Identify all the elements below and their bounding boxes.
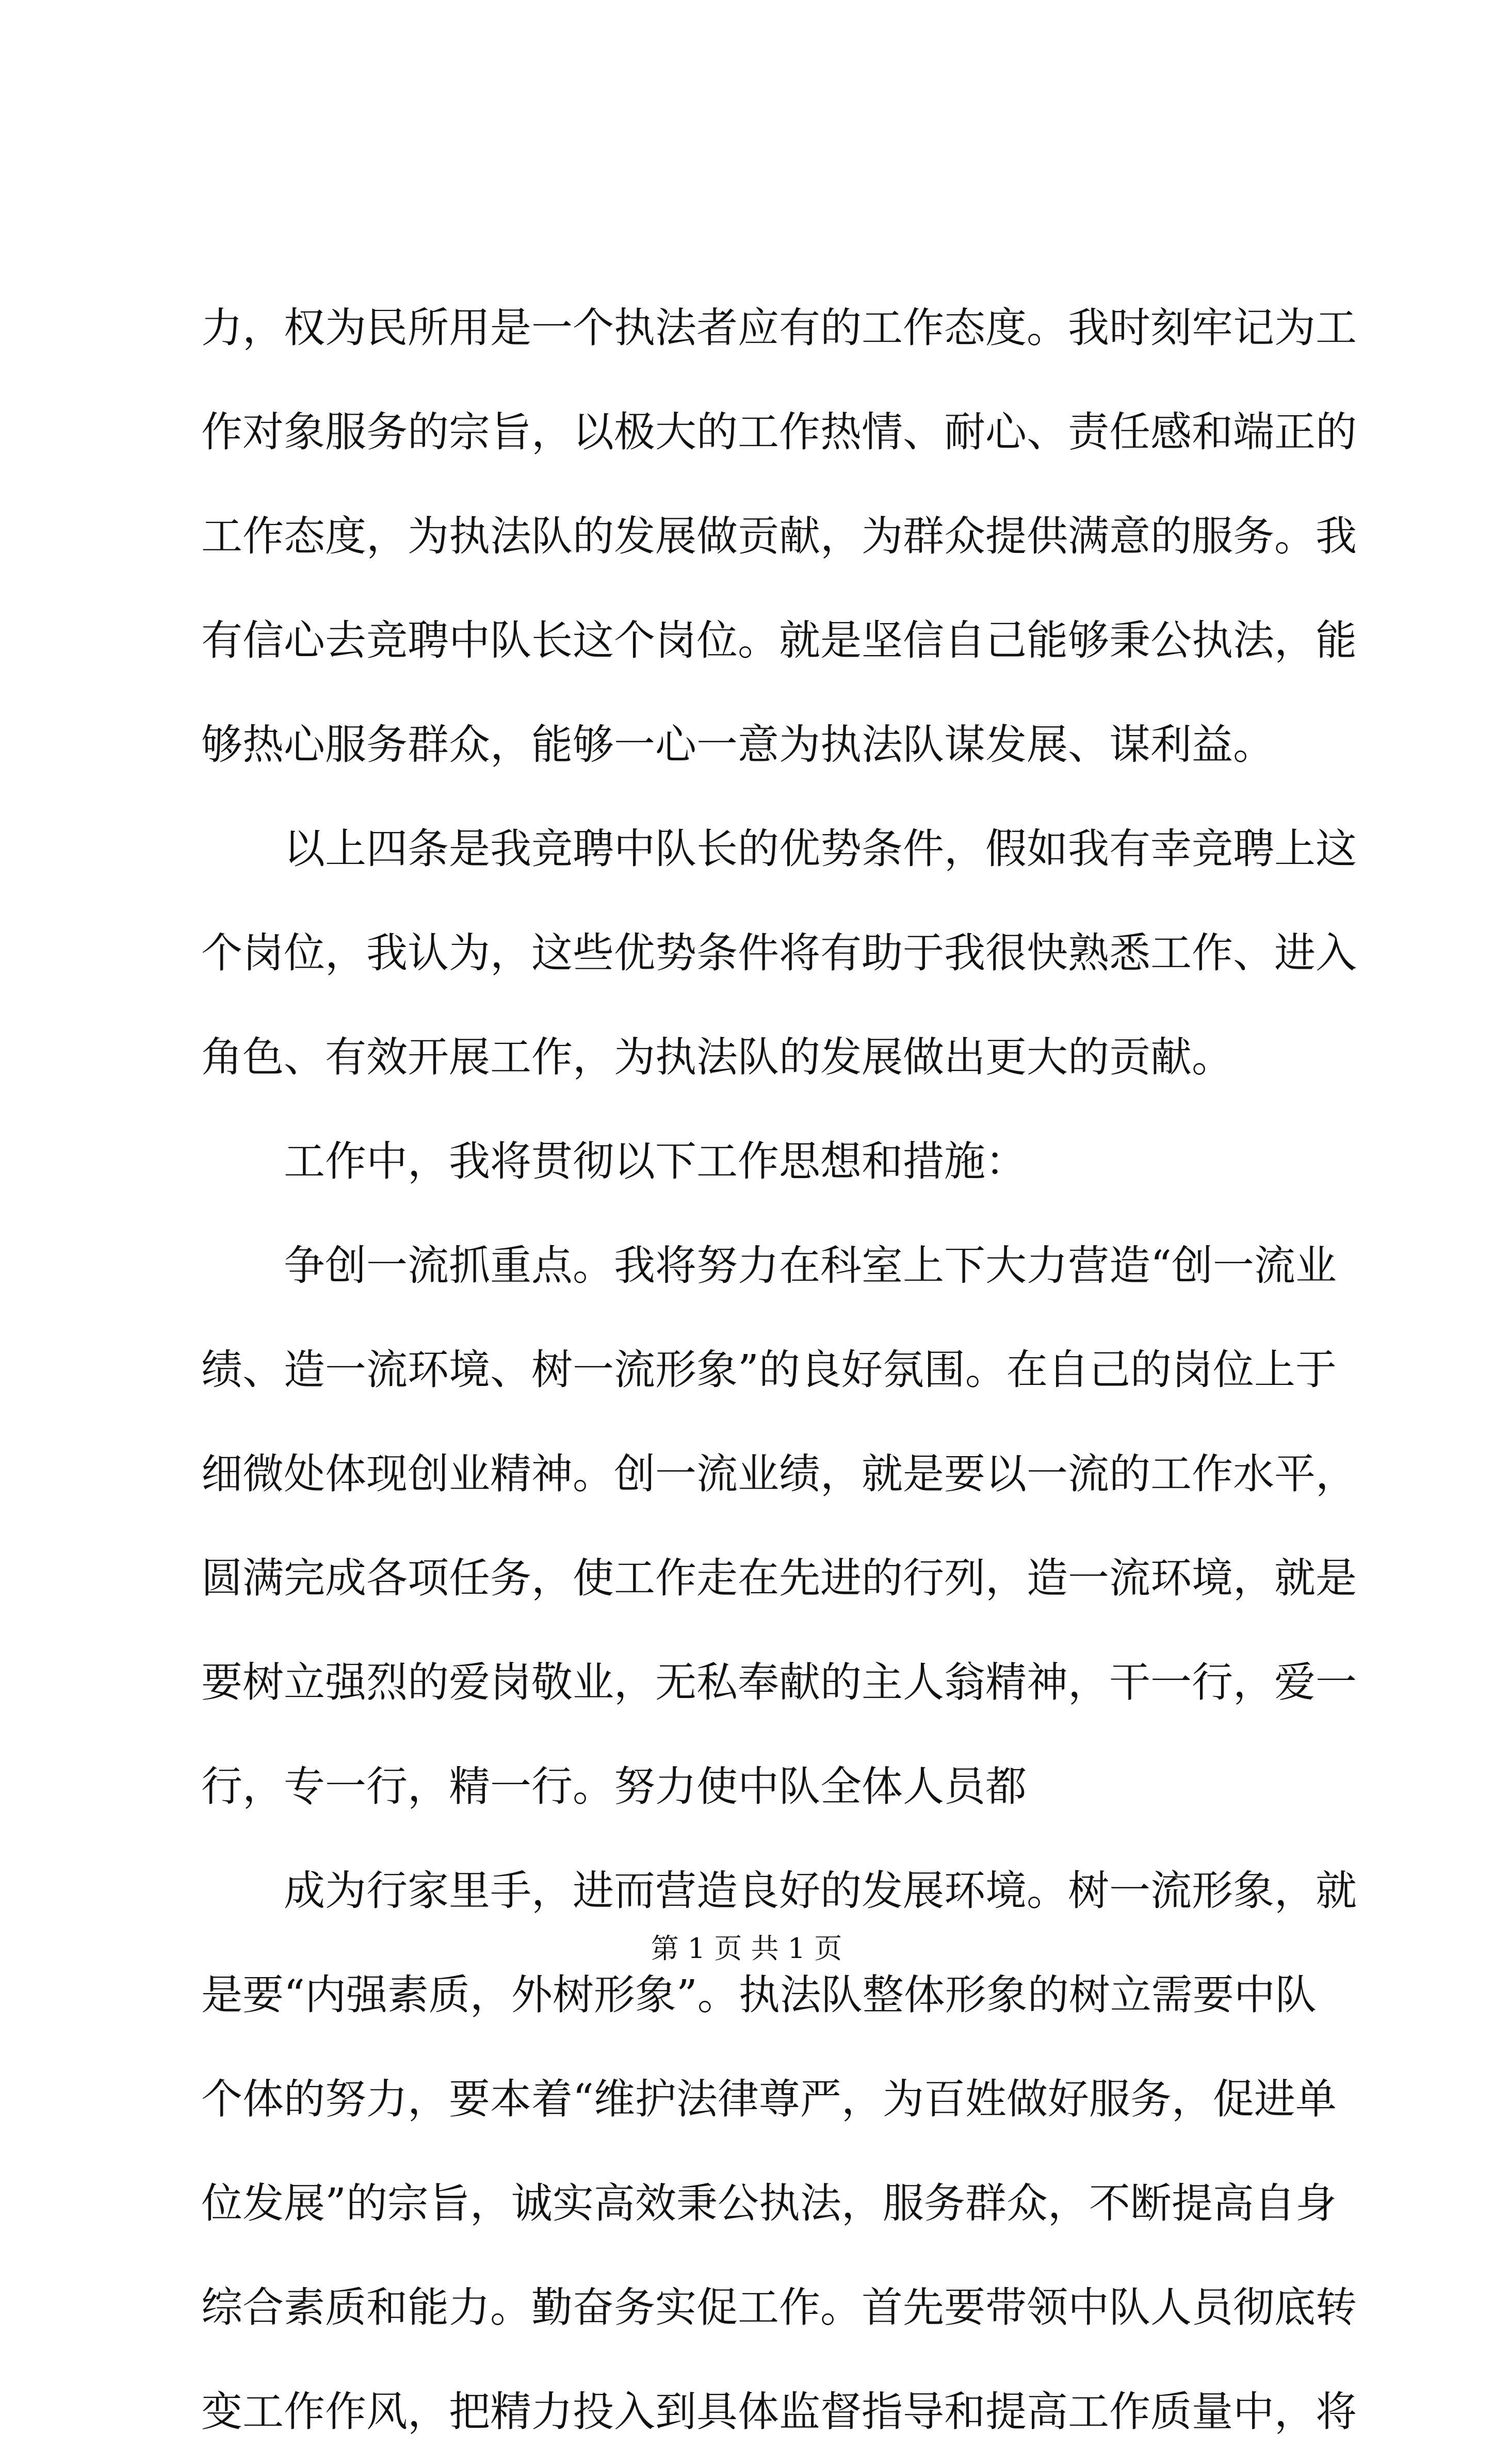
page-footer: 第 1 页 共 1 页 [651, 1932, 842, 1965]
text-line: 是要“内强素质，外树形象”。执法队整体形象的树立需要中队 [201, 1971, 1317, 2019]
text-line: 细微处体现创业精神。创一流业绩，就是要以一流的工作水平， [201, 1450, 1357, 1498]
text-line: 行，专一行，精一行。努力使中队全体人员都 [201, 1763, 1027, 1810]
text-line: 个体的努力，要本着“维护法律尊严，为百姓做好服务，促进单 [201, 2075, 1337, 2123]
text-line: 个岗位，我认为，这些优势条件将有助于我很快熟悉工作、进入 [201, 929, 1357, 977]
text-line: 位发展”的宗旨，诚实高效秉公执法，服务群众，不断提高自身 [201, 2179, 1337, 2227]
text-line: 要树立强烈的爱岗敬业，无私奉献的主人翁精神，干一行，爱一 [201, 1658, 1357, 1706]
text-line: 争创一流抓重点。我将努力在科室上下大力营造“创一流业 [284, 1242, 1337, 1290]
text-line: 成为行家里手，进而营造良好的发展环境。树一流形象，就 [284, 1867, 1357, 1915]
text-line: 圆满完成各项任务，使工作走在先进的行列，造一流环境，就是 [201, 1554, 1357, 1602]
text-line: 有信心去竞聘中队长这个岗位。就是坚信自己能够秉公执法，能 [201, 616, 1357, 664]
text-line: 够热心服务群众，能够一心一意为执法队谋发展、谋利益。 [201, 721, 1274, 769]
text-line: 力，权为民所用是一个执法者应有的工作态度。我时刻牢记为工 [201, 304, 1357, 352]
text-line: 工作中，我将贯彻以下工作思想和措施： [284, 1137, 1027, 1185]
text-line: 变工作作风，把精力投入到具体监督指导和提高工作质量中，将 [201, 2388, 1357, 2436]
text-line: 绩、造一流环境、树一流形象”的良好氛围。在自己的岗位上于 [201, 1346, 1337, 1394]
text-line: 作对象服务的宗旨，以极大的工作热情、耐心、责任感和端正的 [201, 408, 1357, 456]
body-text [201, 276, 1357, 2464]
text-line: 综合素质和能力。勤奋务实促工作。首先要带领中队人员彻底转 [201, 2283, 1357, 2331]
text-line: 以上四条是我竞聘中队长的优势条件，假如我有幸竞聘上这 [284, 825, 1357, 873]
text-line: 角色、有效开展工作，为执法队的发展做出更大的贡献。 [201, 1033, 1233, 1081]
text-line: 工作态度，为执法队的发展做贡献，为群众提供满意的服务。我 [201, 512, 1357, 560]
